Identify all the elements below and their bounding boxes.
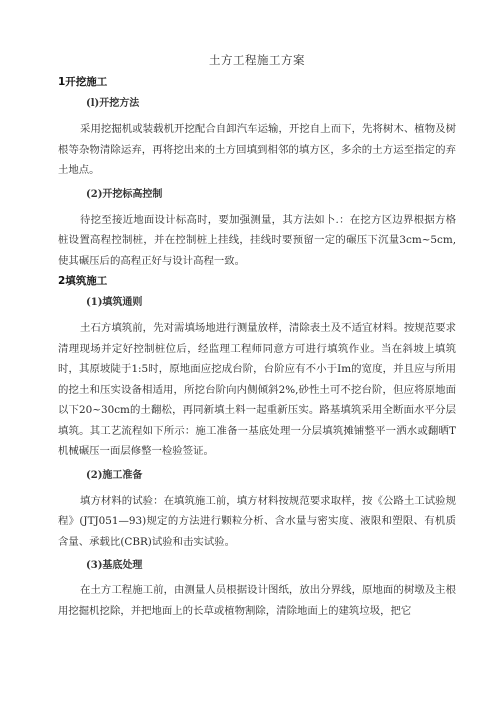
section-heading: 2填筑施工 xyxy=(58,275,108,287)
paragraph: 在土方工程施工前，由测量人员根据设计图纸，放出分界线，原地面的树墩及主根用挖掘机挖除，并把地面上的长草或植物割除，清除地面上的建筑垃圾，把它 xyxy=(58,584,456,617)
section-heading: 1开挖施工 xyxy=(58,76,108,88)
paragraph: 采用挖掘机或装载机开挖配合自卸汽车运输，开挖自上而下，先将树木、植物及树根等杂物清除运弃，再将挖出来的土方回填到相邻的填方区，多余的土方运至指定的弃土地点。 xyxy=(58,123,456,176)
paragraph: 填方材料的试验：在填筑施工前，填方材料按规范要求取样，按《公路土工试验规程》(JTJ051—93)规定的方法进行颗粒分析、含水量与密实度、液限和塑限、有机质含量、承载比(CBR)试验和击实试验。 xyxy=(58,494,456,548)
subsection-heading: (1)填筑通则 xyxy=(86,297,143,308)
subsection-heading: (l)开挖方法 xyxy=(86,98,140,109)
subsection-heading: (3)基底处理 xyxy=(86,560,143,571)
section-excavation xyxy=(58,74,456,271)
subsection-heading: (2)开挖标高控制 xyxy=(86,188,163,200)
section-filling xyxy=(58,273,456,621)
paragraph: 土石方填筑前，先对需填场地进行测量放样，清除表土及不适宜材料。按规范要求清理现场并定好控制桩位后，经监理工程师同意方可进行填筑作业。当在斜坡上填筑时，其原坡陡于1:5时，原地面应挖成台阶，台阶应有不小于Im的宽度，并且应与所用的挖土和压实设备相适用，所挖台阶向内侧倾斜2%,砂性土可不挖台阶，但应将原地面以下20~30cm的土翻松，再同新填土料一起重新压实。路基填筑采用全断面水平分层填筑。其工艺流程如下所示：施工准备一基底处理一分层填筑摊铺整平一洒水或翻晒T机械碾压一面层修整一检验签证。 xyxy=(58,322,456,457)
document-title: 土方工程施工方案 xyxy=(209,53,305,67)
subsection-heading: (2)施工准备 xyxy=(86,469,143,481)
paragraph: 待挖至接近地面设计标高时，要加强测量，其方法如卜.：在挖方区边界根据方格桩设置高程控制桩，并在控制桩上挂线，挂线时要预留一定的碾压下沉量3cm~5cm,使其碾压后的高程正好与设计高程一致。 xyxy=(58,213,456,267)
